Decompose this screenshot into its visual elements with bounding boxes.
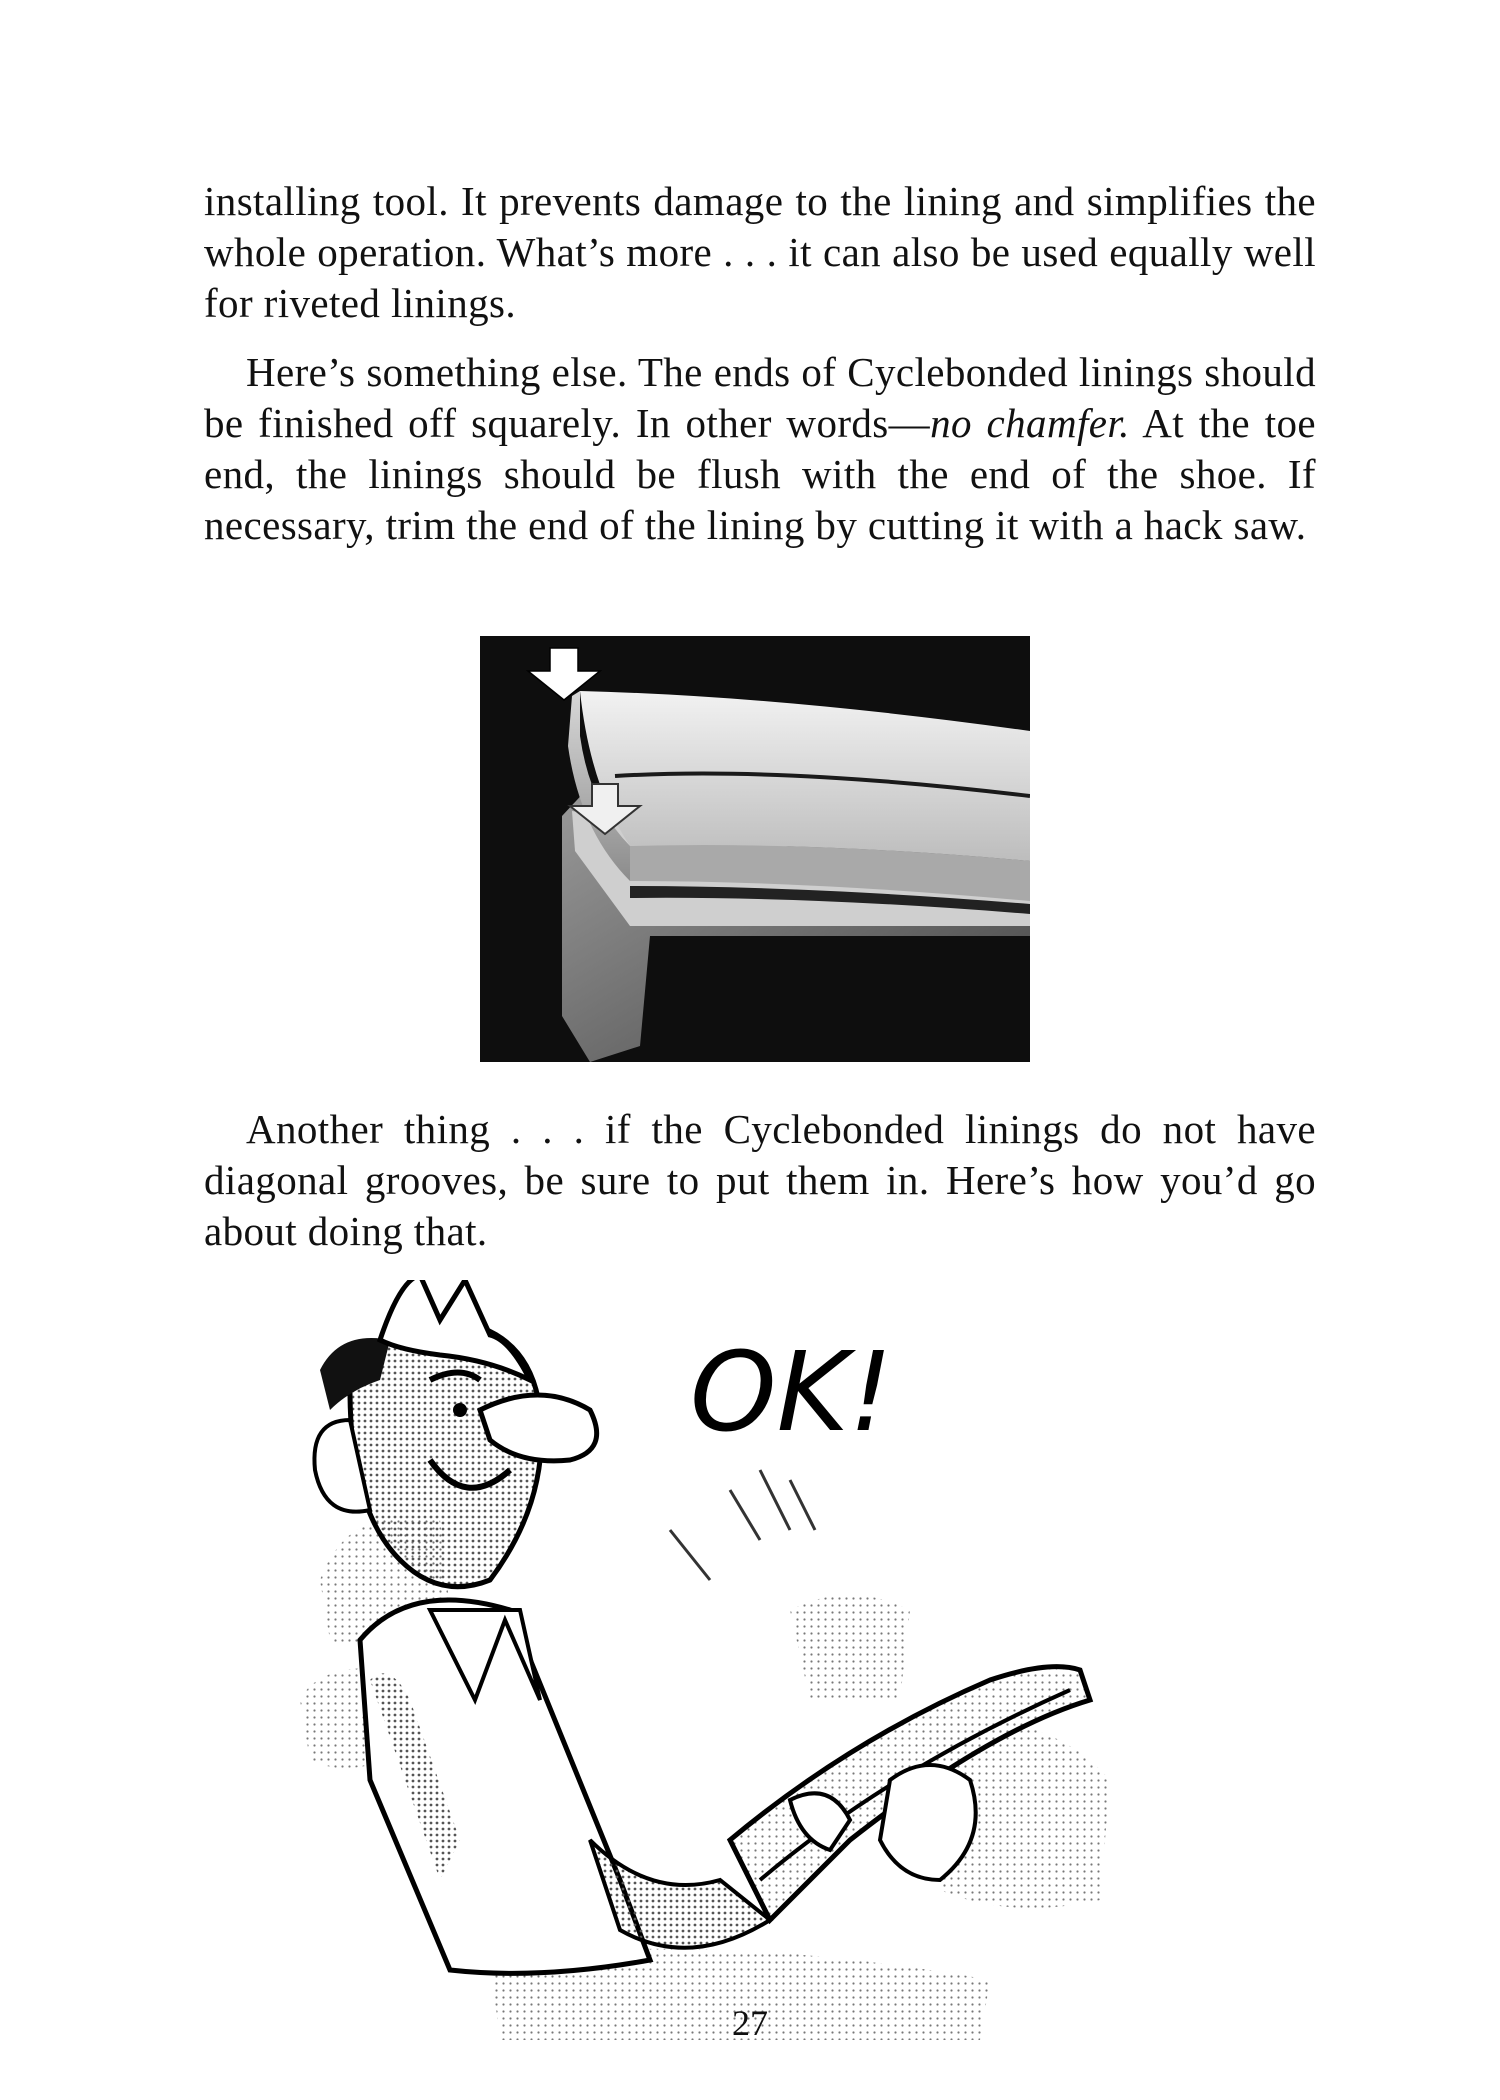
brake-shoe-illustration — [480, 636, 1030, 1062]
mechanic-cartoon — [290, 1280, 1150, 2040]
shirt — [360, 1600, 650, 1973]
paragraph-diagonal-grooves: Another thing . . . if the Cyclebonded linings do not have diagonal grooves, be sure to put them in. Here’s how you’d go about doing that. — [204, 1106, 1316, 1254]
paragraph-installing-tool: installing tool. It prevents damage to the lining and simplifies the whole operation. What’s more . . . it can also be used equally well for riveted linings. — [204, 178, 1316, 326]
page-number: 27 — [732, 2003, 768, 2043]
mechanic-illustration — [290, 1280, 1150, 2040]
paragraph-text: Here’s something else. The ends of Cyclebonded linings should be finished off squarely. In other words— — [204, 349, 1316, 446]
brake-shoe-photo — [480, 636, 1030, 1062]
exclamation-text: OK! — [690, 1328, 893, 1456]
halftone-splash — [790, 1595, 910, 1700]
emphasis-no-chamfer: no chamfer. — [930, 400, 1130, 446]
eye — [453, 1403, 467, 1417]
paragraph-square-ends — [204, 347, 1316, 551]
motion-lines — [670, 1470, 815, 1580]
paragraph-text-tail: At the toe end, the linings should be flush with the end of the shoe. If necessary, trim the end of the lining by cutting it with a hack saw. — [204, 400, 1316, 548]
